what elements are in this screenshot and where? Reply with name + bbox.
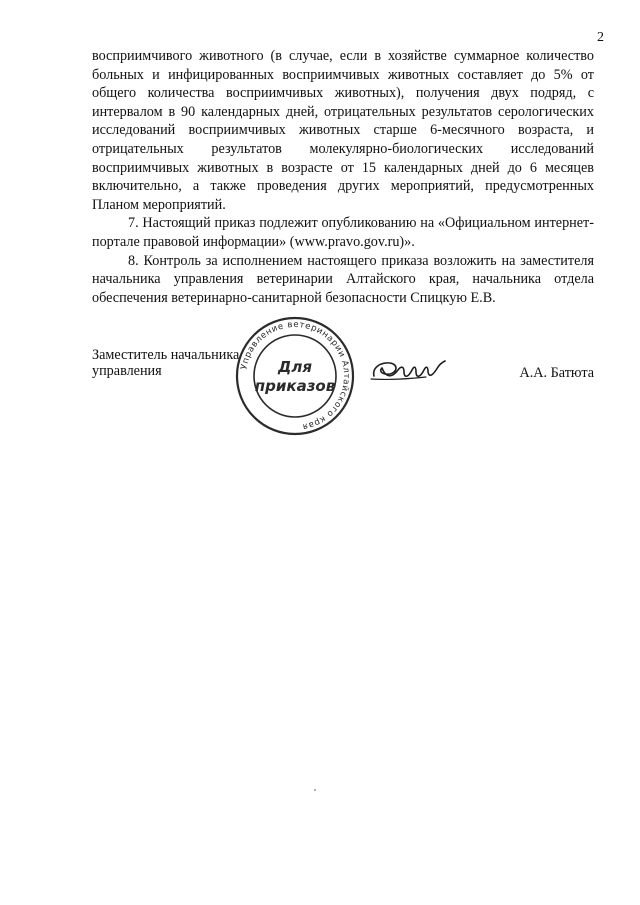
stamp-center-line-2: приказов: [254, 377, 336, 395]
signature-block: [92, 319, 594, 456]
document-body: [92, 47, 594, 307]
scan-speck: [314, 789, 316, 791]
signatory-position-line-1: Заместитель начальника: [92, 347, 240, 363]
stamp-ring-text-path: Управление ветеринарии Алтайского края: [239, 319, 352, 432]
signatory-position-line-2: управления: [92, 362, 162, 379]
handwritten-signature: [368, 358, 448, 386]
page-number: 2: [597, 30, 604, 45]
stamp-inner-ring: [254, 335, 336, 417]
signatory-name: А.А. Батюта: [519, 365, 594, 381]
stamp-center-line-1: Для: [278, 358, 312, 376]
paragraph-item-8: 8. Контроль за исполнением настоящего приказа возложить на заместителя начальника управления ветеринарии Алтайского края, начальника отдела обеспечения ветеринарно-санитарной безопасности Спицкую Е.В.: [92, 252, 594, 306]
paragraph-continuation: восприимчивого животного (в случае, если в хозяйстве суммарное количество больных и инфицированных восприимчивых животных составляет до 5% от общего количества восприимчивых животных), получения двух подряд, с интервалом в 90 календарных дней, отрицательных результатов серологических исследований восприимчивых животных старше 6-месячного возраста, и отрицательных результатов молекулярно-биологических исследований восприимчивых животных в возрасте от 15 календарных дней до 6 месяцев включительно, а также проведения других мероприятий, предусмотренных Планом мероприятий.: [92, 48, 594, 213]
official-stamp: [234, 315, 356, 437]
paragraph-item-7: 7. Настоящий приказ подлежит опубликованию на «Официальном интернет-портале правовой информации» (www.pravo.gov.ru)».: [92, 215, 594, 250]
